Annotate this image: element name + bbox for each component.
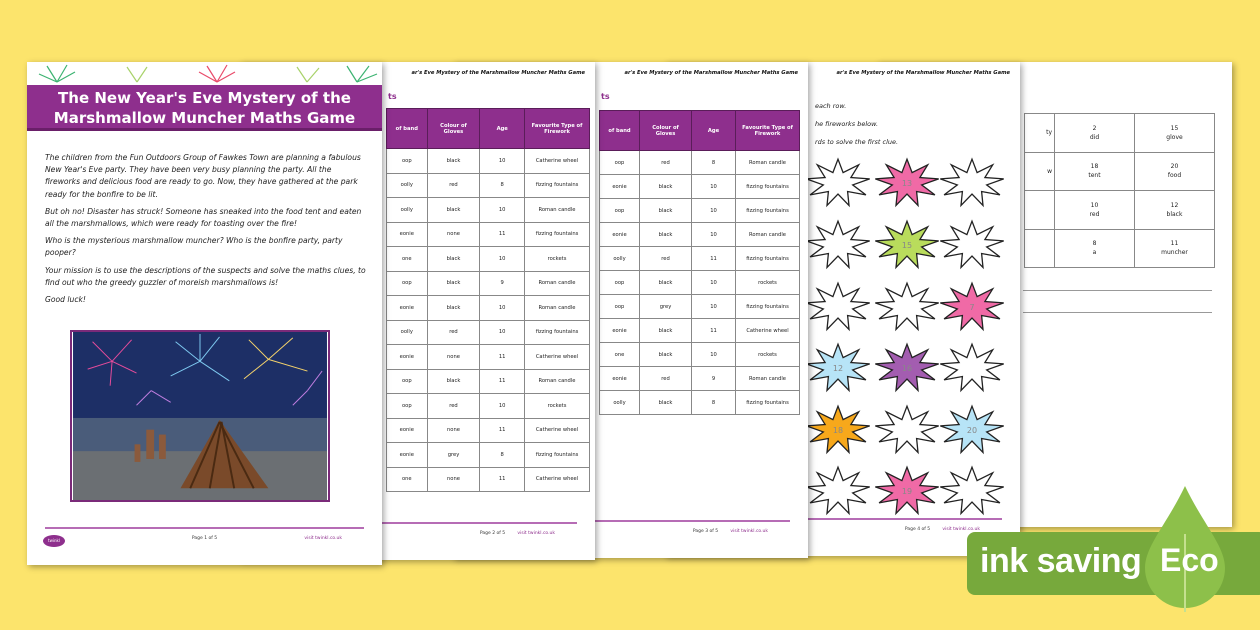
code-word: glove: [1166, 133, 1183, 141]
paragraph: But oh no! Disaster has struck! Someone has sneaked into the food tent and eaten all the marshmallows, which were ready for toasting over the fire!: [45, 206, 362, 229]
table-row: [600, 199, 800, 223]
table-cell: eonie: [600, 175, 640, 199]
table-cell: Catherine wheel: [736, 319, 800, 343]
table-cell: eonie: [600, 319, 640, 343]
table-cell: eonie: [600, 223, 640, 247]
table-cell: fizzing fountains: [525, 443, 590, 468]
firework-shape: [806, 159, 869, 205]
answer-line: [1023, 290, 1212, 291]
column-header: of band: [387, 109, 428, 149]
table-row: [600, 319, 800, 343]
table-cell: oop: [600, 295, 640, 319]
code-cell: [1135, 114, 1215, 153]
firework-shape: [806, 221, 869, 267]
table-cell: 10: [692, 271, 736, 295]
table-row: [387, 320, 590, 345]
table-row: [387, 467, 590, 492]
table-cell: 11: [480, 467, 525, 492]
table-cell: black: [427, 149, 480, 174]
fireworks-border-top: [27, 62, 382, 86]
table-cell: 9: [480, 271, 525, 296]
table-header-row: [387, 109, 590, 149]
page-number: Page 4 of 5: [904, 527, 931, 532]
table-cell: red: [427, 394, 480, 419]
table-cell: 10: [692, 343, 736, 367]
paragraph: Good luck!: [45, 295, 86, 305]
table-cell: black: [427, 198, 480, 223]
table-row: [600, 391, 800, 415]
firework-shape: [806, 467, 869, 513]
firework-burst: [940, 283, 1003, 329]
paragraph: Your mission is to use the descriptions of the suspects and solve the maths clues, to find out who the greedy guzzler of moreish marshmallows is!: [45, 265, 366, 287]
clue-code-table: [1024, 113, 1215, 268]
table-cell: 8: [692, 391, 736, 415]
table-cell: black: [640, 175, 692, 199]
code-cell: [1055, 114, 1135, 153]
table-cell: [1025, 229, 1055, 268]
column-header: Colour of Gloves: [640, 111, 692, 151]
table-cell: 10: [480, 320, 525, 345]
firework-number: 13: [901, 179, 913, 188]
table-row: [387, 443, 590, 468]
table-cell: 8: [480, 443, 525, 468]
table-cell: 8: [692, 151, 736, 175]
table-row: [1025, 114, 1215, 153]
table-cell: oolly: [387, 320, 428, 345]
bonfire-fireworks-illustration: [70, 330, 330, 502]
answer-line: [1023, 312, 1212, 313]
firework-burst: [940, 344, 1003, 390]
table-cell: 10: [480, 149, 525, 174]
ink-saving-label: ink saving: [980, 542, 1142, 580]
table-cell: 10: [692, 175, 736, 199]
table-cell: oop: [387, 271, 428, 296]
table-row: [600, 367, 800, 391]
code-number: 20: [1170, 163, 1179, 171]
eco-label: Eco: [1160, 542, 1219, 578]
firework-burst: [806, 406, 869, 452]
table-row: [387, 418, 590, 443]
firework-burst: [875, 221, 938, 267]
table-cell: Roman candle: [525, 271, 590, 296]
table-cell: fizzing fountains: [736, 247, 800, 271]
table-cell: none: [427, 345, 480, 370]
table-cell: eonie: [387, 296, 428, 321]
table-cell: none: [427, 467, 480, 492]
table-cell: Roman candle: [525, 296, 590, 321]
table-row: [387, 369, 590, 394]
firework-shape: [806, 283, 869, 329]
firework-burst: [940, 159, 1003, 205]
code-cell: [1055, 229, 1135, 268]
paragraph: Who is the mysterious marshmallow muncher? Who is the bonfire party, party pooper?: [45, 236, 343, 258]
table-cell: rockets: [525, 394, 590, 419]
table-cell: black: [640, 319, 692, 343]
table-cell: Roman candle: [525, 198, 590, 223]
table-cell: fizzing fountains: [736, 199, 800, 223]
table-cell: oolly: [387, 173, 428, 198]
table-cell: eonie: [387, 443, 428, 468]
table-cell: grey: [427, 443, 480, 468]
table-row: [1025, 152, 1215, 191]
table-cell: fizzing fountains: [525, 320, 590, 345]
table-cell: 10: [692, 199, 736, 223]
table-row: [600, 151, 800, 175]
firework-shape: [940, 159, 1003, 205]
table-cell: one: [387, 247, 428, 272]
suspects-table: [386, 108, 590, 492]
table-cell: black: [640, 343, 692, 367]
footer-link[interactable]: visit twinkl.co.uk: [517, 531, 555, 536]
code-cell: [1055, 191, 1135, 230]
table-cell: [1025, 191, 1055, 230]
table-cell: black: [427, 247, 480, 272]
firework-shape: [875, 283, 938, 329]
table-cell: oop: [600, 199, 640, 223]
table-cell: 11: [480, 418, 525, 443]
footer-link[interactable]: visit twinkl.co.uk: [730, 529, 768, 534]
table-cell: one: [387, 467, 428, 492]
table-row: [387, 247, 590, 272]
table-cell: black: [640, 391, 692, 415]
instruction: rds to solve the first clue.: [815, 138, 899, 146]
code-word: muncher: [1161, 249, 1188, 257]
code-word: red: [1089, 210, 1100, 218]
table-cell: red: [427, 173, 480, 198]
firework-burst: [875, 406, 938, 452]
table-cell: fizzing fountains: [525, 222, 590, 247]
table-cell: oop: [387, 149, 428, 174]
table-cell: fizzing fountains: [736, 391, 800, 415]
table-cell: oop: [387, 394, 428, 419]
table-cell: Roman candle: [736, 223, 800, 247]
firework-shape: [940, 221, 1003, 267]
table-cell: Catherine wheel: [525, 149, 590, 174]
table-row: [387, 149, 590, 174]
firework-shape: [940, 344, 1003, 390]
table-cell: ty: [1025, 114, 1055, 153]
code-number: 8: [1092, 240, 1097, 248]
table-row: [600, 247, 800, 271]
table-row: [1025, 229, 1215, 268]
table-cell: black: [427, 369, 480, 394]
table-cell: 9: [692, 367, 736, 391]
code-number: 15: [1170, 124, 1179, 132]
running-header: ar's Eve Mystery of the Marshmallow Muncher Maths Game: [836, 70, 1010, 76]
firework-burst: [875, 344, 938, 390]
firework-burst: [940, 406, 1003, 452]
worksheet-page-1: [27, 62, 382, 565]
table-cell: grey: [640, 295, 692, 319]
table-cell: red: [640, 247, 692, 271]
table-cell: none: [427, 418, 480, 443]
table-row: [600, 223, 800, 247]
table-cell: oolly: [600, 247, 640, 271]
column-header: Colour of Gloves: [427, 109, 480, 149]
table-cell: black: [640, 199, 692, 223]
paragraph: The children from the Fun Outdoors Group of Fawkes Town are planning a fabulous New Year's Eve party. They have been very busy planning the party. All the fireworks and delicious food are ready to go. Now, they have gathered at the park ready for the bonfire to be lit.: [45, 153, 361, 199]
firework-burst: [806, 221, 869, 267]
firework-shape: [940, 467, 1003, 513]
code-cell: [1135, 229, 1215, 268]
firework-burst: [806, 344, 869, 390]
table-cell: Catherine wheel: [525, 467, 590, 492]
code-number: 2: [1092, 124, 1097, 132]
firework-burst: [875, 159, 938, 205]
footer-divider: [45, 527, 364, 529]
column-header: Age: [692, 111, 736, 151]
code-cell: [1135, 152, 1215, 191]
code-word: black: [1166, 210, 1183, 218]
table-cell: 10: [480, 198, 525, 223]
table-row: [387, 222, 590, 247]
table-row: [600, 295, 800, 319]
code-word: food: [1167, 172, 1182, 180]
table-cell: oolly: [600, 391, 640, 415]
table-cell: one: [600, 343, 640, 367]
firework-number: 7: [969, 303, 975, 312]
running-header: ar's Eve Mystery of the Marshmallow Muncher Maths Game: [411, 70, 585, 76]
code-cell: [1135, 191, 1215, 230]
column-header: Favourite Type of Firework: [525, 109, 590, 149]
section-heading: ts: [601, 92, 610, 101]
table-cell: eonie: [387, 345, 428, 370]
table-cell: 11: [480, 222, 525, 247]
intro-text: [45, 152, 368, 311]
table-cell: 11: [480, 345, 525, 370]
table-row: [1025, 191, 1215, 230]
table-cell: oop: [600, 151, 640, 175]
table-row: [387, 345, 590, 370]
instruction: he fireworks below.: [815, 120, 879, 128]
firework-burst: [875, 467, 938, 513]
table-cell: red: [427, 320, 480, 345]
table-cell: rockets: [525, 247, 590, 272]
table-cell: 11: [692, 319, 736, 343]
table-cell: Roman candle: [736, 367, 800, 391]
code-number: 10: [1090, 201, 1099, 209]
firework-number: 18: [832, 426, 844, 435]
footer-link[interactable]: visit twinkl.co.uk: [942, 527, 980, 532]
running-header: ar's Eve Mystery of the Marshmallow Muncher Maths Game: [624, 70, 798, 76]
table-cell: 10: [480, 296, 525, 321]
table-cell: fizzing fountains: [736, 175, 800, 199]
table-cell: Catherine wheel: [525, 418, 590, 443]
code-number: 12: [1170, 201, 1179, 209]
firework-burst: [806, 283, 869, 329]
table-cell: black: [640, 223, 692, 247]
table-row: [387, 173, 590, 198]
firework-burst: [940, 467, 1003, 513]
title-line-2: Marshmallow Muncher Maths Game: [53, 109, 356, 127]
table-cell: Catherine wheel: [525, 345, 590, 370]
table-header-row: [600, 111, 800, 151]
table-cell: 10: [692, 295, 736, 319]
table-cell: 10: [692, 223, 736, 247]
page-number: Page 2 of 5: [479, 531, 506, 536]
footer-link[interactable]: visit twinkl.co.uk: [304, 536, 342, 541]
code-word: a: [1092, 249, 1097, 257]
page-number: Page 1 of 5: [191, 536, 218, 541]
firework-number: 19: [901, 487, 913, 496]
suspects-table: [599, 110, 800, 415]
table-row: [600, 175, 800, 199]
firework-number: 20: [966, 426, 978, 435]
section-heading: ts: [388, 92, 397, 101]
code-word: did: [1089, 133, 1100, 141]
table-cell: 10: [480, 394, 525, 419]
table-cell: Roman candle: [736, 151, 800, 175]
code-word: tent: [1088, 172, 1101, 180]
table-cell: oolly: [387, 198, 428, 223]
table-cell: eonie: [387, 222, 428, 247]
firework-burst: [806, 467, 869, 513]
firework-shape: [875, 406, 938, 452]
firework-number: 16: [901, 364, 913, 373]
table-cell: 10: [480, 247, 525, 272]
firework-burst: [940, 221, 1003, 267]
title-line-1: The New Year's Eve Mystery of the: [58, 89, 351, 107]
table-cell: eonie: [387, 418, 428, 443]
table-cell: oop: [600, 271, 640, 295]
table-row: [600, 271, 800, 295]
table-row: [387, 271, 590, 296]
table-cell: black: [427, 296, 480, 321]
table-cell: fizzing fountains: [736, 295, 800, 319]
column-header: Favourite Type of Firework: [736, 111, 800, 151]
page-title: [27, 85, 382, 131]
page-number: Page 3 of 5: [692, 529, 719, 534]
table-row: [600, 343, 800, 367]
code-cell: [1055, 152, 1135, 191]
firework-number: 15: [901, 241, 913, 250]
code-number: 11: [1170, 240, 1179, 248]
code-number: 18: [1090, 163, 1099, 171]
table-row: [387, 198, 590, 223]
table-row: [387, 394, 590, 419]
table-cell: oop: [387, 369, 428, 394]
column-header: Age: [480, 109, 525, 149]
table-row: [387, 296, 590, 321]
firework-burst: [875, 283, 938, 329]
table-cell: 11: [692, 247, 736, 271]
firework-burst: [806, 159, 869, 205]
table-cell: none: [427, 222, 480, 247]
table-cell: black: [640, 271, 692, 295]
column-header: of band: [600, 111, 640, 151]
instruction: each row.: [815, 102, 847, 110]
table-cell: rockets: [736, 271, 800, 295]
table-cell: red: [640, 151, 692, 175]
table-cell: black: [427, 271, 480, 296]
table-cell: fizzing fountains: [525, 173, 590, 198]
table-cell: 11: [480, 369, 525, 394]
table-cell: Roman candle: [525, 369, 590, 394]
table-cell: red: [640, 367, 692, 391]
firework-number: 12: [832, 364, 844, 373]
twinkl-logo: twinkl: [43, 535, 65, 547]
table-cell: rockets: [736, 343, 800, 367]
table-cell: eonie: [600, 367, 640, 391]
table-cell: w: [1025, 152, 1055, 191]
table-cell: 8: [480, 173, 525, 198]
